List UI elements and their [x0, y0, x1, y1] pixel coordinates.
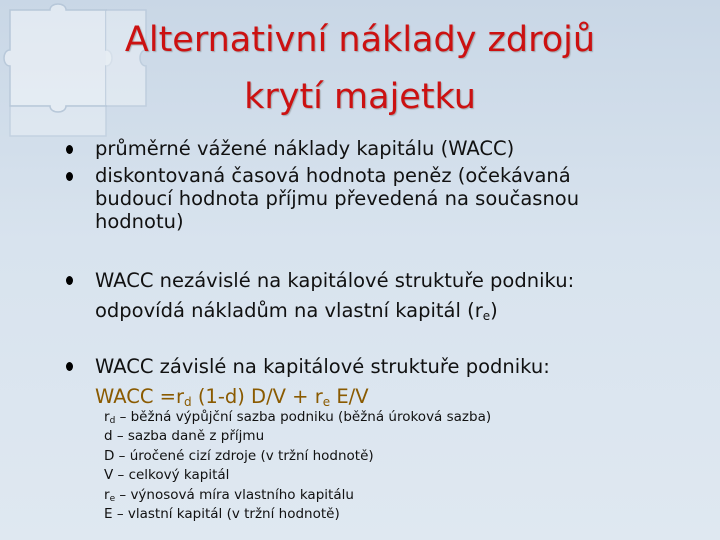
- bullet-line: hodnotu): [95, 210, 184, 233]
- bullet-wacc-independent: [95, 266, 695, 326]
- definition-re: [104, 486, 604, 505]
- bullet-discounted-value: [95, 164, 695, 233]
- formula-part: WACC =r: [95, 385, 184, 408]
- symbol-subscript: d: [109, 416, 116, 426]
- definition-d: d – sazba daně z příjmu: [104, 428, 265, 445]
- formula-subscript: d: [184, 395, 192, 409]
- definition-E: E – vlastní kapitál (v tržní hodnotě): [104, 506, 340, 523]
- definition-V: V – celkový kapitál: [104, 467, 230, 484]
- text-fragment: ): [490, 299, 498, 322]
- formula-subscript: e: [322, 395, 331, 409]
- bullet-icon: [66, 145, 73, 154]
- bullet-line: budoucí hodnota příjmu převedená na současnou: [95, 187, 580, 210]
- bullet-wacc-dependent: [95, 352, 695, 412]
- bullet-line: WACC nezávislé na kapitálové struktuře podniku:: [95, 269, 575, 292]
- bullet-icon: [66, 172, 73, 181]
- formula-part: (1-d) D/V + r: [191, 385, 323, 408]
- bullet-icon: [66, 362, 73, 371]
- slide-title-line-2: krytí majetku: [244, 77, 476, 117]
- formula-part: E/V: [330, 385, 369, 408]
- bullet-text: průměrné vážené náklady kapitálu (WACC): [95, 137, 515, 160]
- definition-rd: [104, 408, 604, 427]
- symbol-subscript: e: [109, 493, 116, 504]
- definition-text: – běžná výpůjční sazba podniku (běžná úroková sazba): [115, 409, 492, 425]
- definition-text: – výnosová míra vlastního kapitálu: [115, 486, 354, 503]
- symbol: r: [104, 486, 110, 503]
- formula-definitions: [104, 408, 604, 524]
- bullet-icon: [66, 276, 73, 285]
- slide-title-line-1: Alternativní náklady zdrojů: [124, 20, 596, 60]
- bullet-line: [95, 296, 695, 326]
- bullet-line: WACC závislé na kapitálové struktuře podniku:: [95, 355, 550, 378]
- bullet-wacc-definition: [95, 137, 695, 160]
- bullet-line: diskontovaná časová hodnota peněz (očekávaná: [95, 164, 571, 187]
- definition-D: D – úročené cizí zdroje (v tržní hodnotě): [104, 447, 374, 464]
- symbol: r: [104, 409, 110, 425]
- text-fragment: odpovídá nákladům na vlastní kapitál (r: [95, 299, 483, 322]
- subscript: e: [482, 309, 491, 323]
